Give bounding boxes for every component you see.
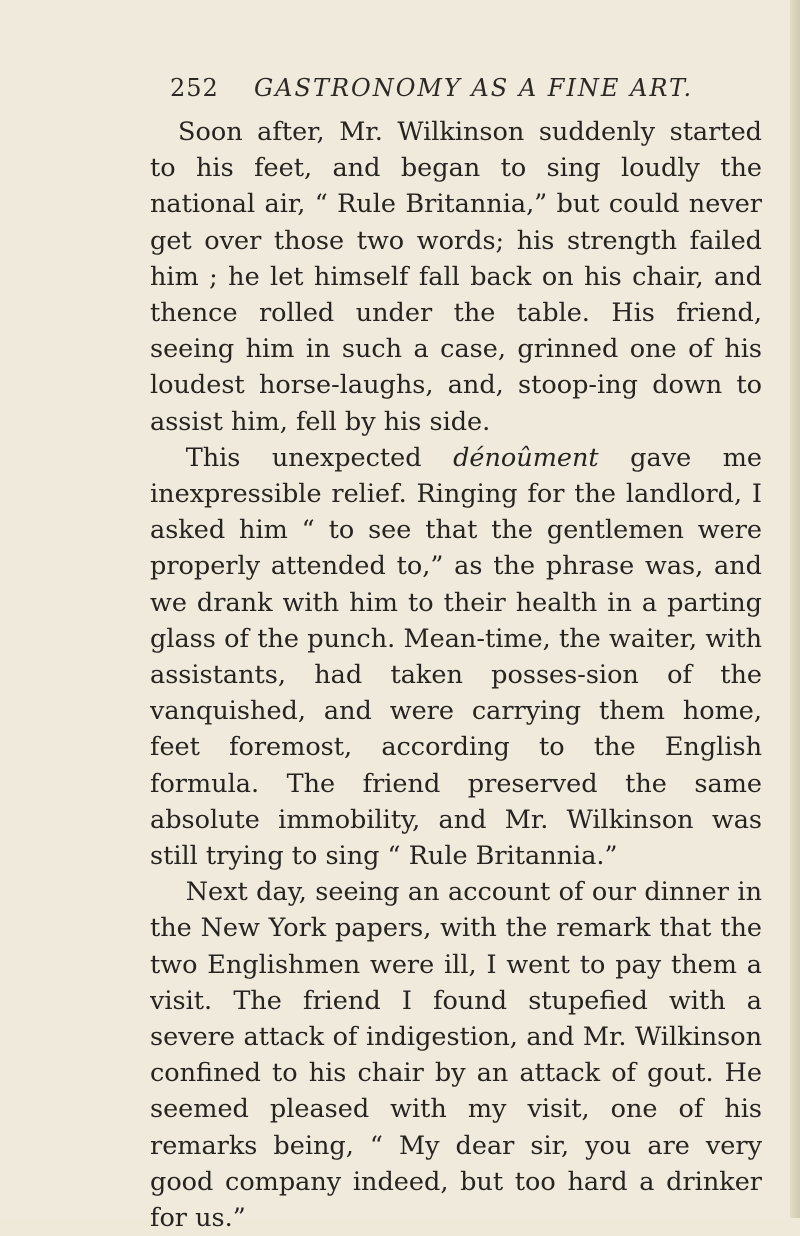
body-text [150, 114, 762, 1236]
paragraph-1-text: Soon after, Mr. Wilkinson suddenly started to his feet, and began to sing loudly the national air, “ Rule Britannia,” but could never get over those two words; his strength failed him ; he let himself fall back on his chair, and thence rolled under the table. His friend, seeing him in such a case, grinned one of his loudest horse-laughs, and, stoop-ing down to assist him, fell by his side. [150, 117, 762, 437]
page-edge [790, 0, 800, 1218]
running-head-title: GASTRONOMY AS A FINE ART. [254, 74, 694, 102]
paragraph-3 [150, 874, 762, 1236]
page-number: 252 [170, 74, 219, 102]
paragraph-1 [150, 114, 762, 440]
denouement-italic: dénoûment [453, 442, 599, 473]
paragraph-2 [150, 440, 762, 874]
paragraph-3-text: Next day, seeing an account of our dinner in the New York papers, with the remark that the two Englishmen were ill, I went to pay them a visit. The friend I found stupefied with a severe attack of indigestion, and Mr. Wilkinson confined to his chair by an attack of gout. He seemed pleased with my visit, one of his remarks being, “ My dear sir, you are very good company indeed, but too hard a drinker for us.” [150, 877, 762, 1234]
paragraph-2-rest: gave me inexpressible relief. Ringing for the landlord, I asked him “ to see that the gentlemen were properly attended to,” as the phrase was, and we drank with him to their health in a parting glass of the punch. Mean-time, the waiter, with assistants, had taken posses-sion of the vanquished, and were carrying them home, feet foremost, according to the English formula. The friend preserved the same absolute immobility, and Mr. Wilkinson was still trying to sing “ Rule Britannia.” [150, 442, 762, 872]
paragraph-2-lead: This unexpected [185, 442, 454, 473]
